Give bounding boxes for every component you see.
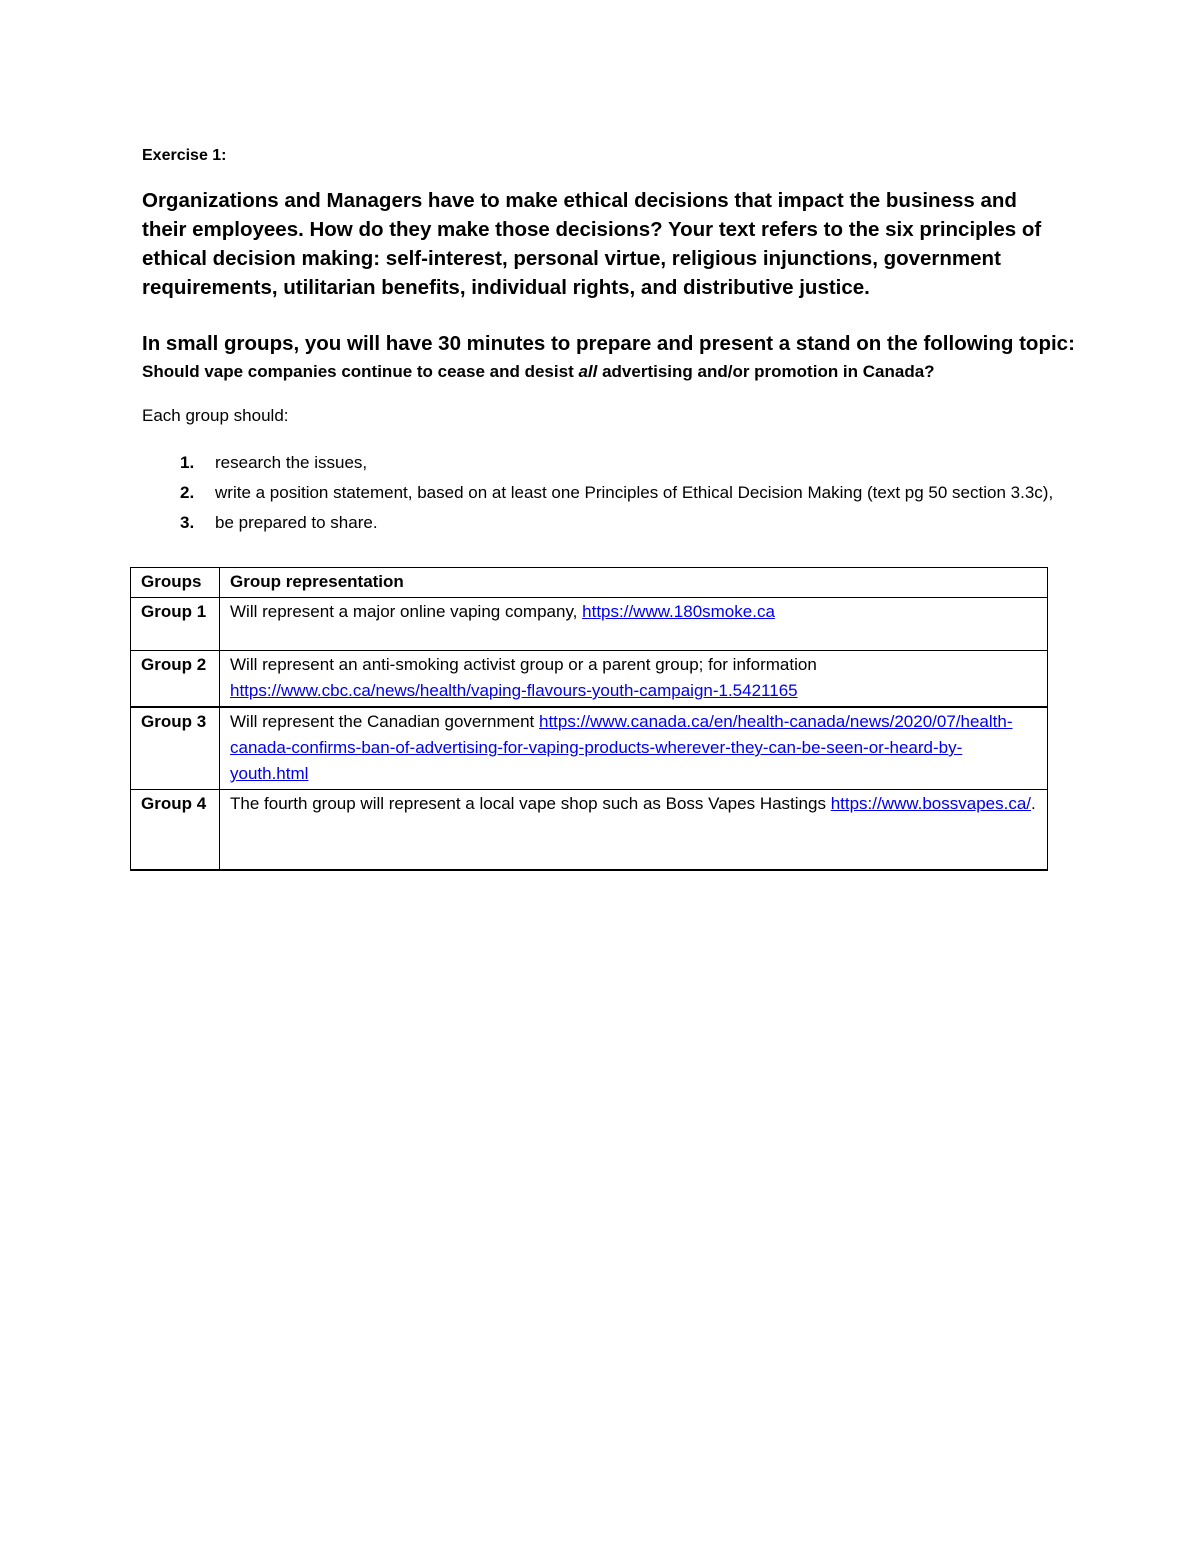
group-label: Group 4 [131, 790, 220, 871]
instruction-step [142, 478, 1062, 508]
step-number: 3. [180, 513, 195, 532]
group-link[interactable]: https://www.bossvapes.ca/ [830, 794, 1032, 813]
group-label: Group 3 [131, 707, 220, 790]
topic-text-end: advertising and/or promotion in Canada? [597, 362, 935, 381]
step-text: research the issues, [215, 453, 368, 472]
step-number: 1. [180, 453, 195, 472]
exercise-heading: Exercise 1: [142, 147, 227, 164]
step-number: 2. [180, 483, 195, 502]
representation-suffix: . [1031, 794, 1036, 813]
group-label: Group 2 [131, 651, 220, 708]
groups-table [130, 567, 1048, 871]
group-link[interactable]: https://www.180smoke.ca [582, 602, 775, 621]
representation-cell [220, 707, 1048, 790]
representation-text: Will represent a major online vaping company, [230, 602, 583, 621]
group-link[interactable]: https://www.canada.ca/en/health-canada/news/2020/07/health-canada-confirms-ban-of-advertising-for-vaping-products-wherever-they-can-be-seen-or-heard-by-youth.html [230, 712, 1013, 783]
instruction-step [142, 448, 1062, 478]
header-groups: Groups [131, 568, 220, 598]
step-text: write a position statement, based on at least one Principles of Ethical Decision Making (text pg 50 section 3.3c), [215, 483, 1054, 502]
topic-emphasis: all [578, 362, 598, 381]
table-row [131, 598, 1048, 651]
representation-text: Will represent the Canadian government [230, 712, 539, 731]
task-statement: In small groups, you will have 30 minutes to prepare and present a stand on the following topic: [142, 332, 1075, 355]
step-text: be prepared to share. [215, 513, 378, 532]
representation-cell [220, 651, 1048, 708]
instruction-step [142, 508, 1062, 538]
table-row [131, 651, 1048, 708]
table-row [131, 790, 1048, 871]
representation-text: Will represent an anti-smoking activist group or a parent group; for information [230, 655, 817, 674]
table-header-row [131, 568, 1048, 598]
instruction-steps [142, 448, 1062, 538]
group-link[interactable]: https://www.cbc.ca/news/health/vaping-flavours-youth-campaign-1.5421165 [230, 681, 798, 700]
group-label: Group 1 [131, 598, 220, 651]
header-representation: Group representation [220, 568, 1048, 598]
intro-paragraph: Organizations and Managers have to make ethical decisions that impact the business and their employees. How do they make those decisions? Your text refers to the six principles of ethical decision making: self-interest, personal virtue, religious injunctions, government requirements, utilitarian benefits, individual rights, and distributive justice. [142, 189, 1042, 299]
instructions-lead: Each group should: [142, 406, 289, 425]
representation-cell [220, 790, 1048, 871]
representation-cell [220, 598, 1048, 651]
table-row [131, 707, 1048, 790]
topic-text-start: Should vape companies continue to cease and desist [142, 362, 579, 381]
debate-topic [142, 361, 1092, 383]
representation-text: The fourth group will represent a local vape shop such as Boss Vapes Hastings [230, 794, 831, 813]
